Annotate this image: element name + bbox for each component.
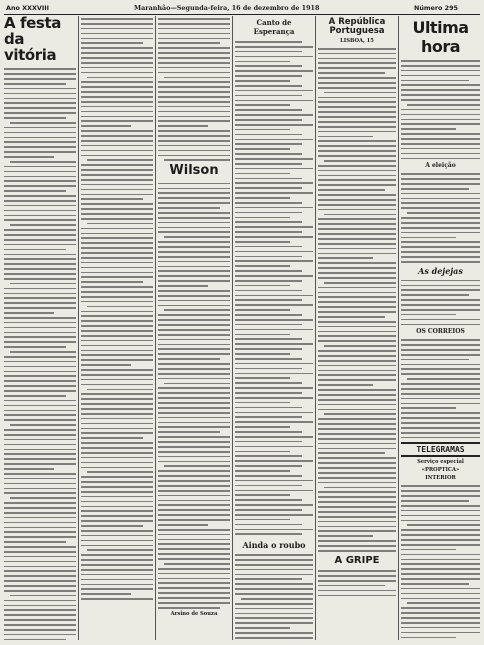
column-6 bbox=[401, 16, 480, 640]
column-5-text-bottom bbox=[318, 568, 396, 596]
column-3 bbox=[158, 16, 230, 640]
column-6-text-c bbox=[401, 278, 480, 326]
column-6-text-d bbox=[401, 337, 480, 438]
section-as-dejejas: As dejejas bbox=[418, 265, 463, 276]
column-1 bbox=[4, 16, 76, 640]
column-rule bbox=[315, 16, 316, 640]
ultima-hora-title: Ultima hora bbox=[412, 18, 469, 56]
column-1-text bbox=[4, 66, 76, 640]
issue-number: Número 295 bbox=[414, 4, 458, 12]
section-a-eleicao: A eleição bbox=[425, 162, 456, 170]
byline: Arsino de Souza bbox=[170, 610, 218, 617]
column-rule bbox=[398, 16, 399, 640]
column-5-text bbox=[318, 46, 396, 552]
headline-wilson: Wilson bbox=[169, 163, 219, 179]
dateline: LISBOA, 15 bbox=[340, 37, 374, 44]
column-rule bbox=[232, 16, 233, 640]
poem-verses bbox=[235, 39, 313, 535]
place-date: Maranhão—Segunda-feira, 16 de dezembro de 1918 bbox=[134, 4, 320, 12]
column-4-text-bottom bbox=[235, 552, 313, 640]
column-6-text-a bbox=[401, 58, 480, 159]
column-3-text-bottom bbox=[158, 181, 230, 609]
column-3-text-top bbox=[158, 16, 230, 161]
column-rule bbox=[78, 16, 79, 640]
column-2-text bbox=[81, 16, 153, 600]
masthead bbox=[4, 2, 480, 15]
section-os-correios: OS CORREIOS bbox=[416, 328, 465, 336]
headline-ainda-o-roubo: Ainda o roubo bbox=[242, 540, 306, 551]
telegramas-sub-3: INTERIOR bbox=[425, 475, 456, 482]
volume-label: Ano XXXVIII bbox=[6, 4, 49, 12]
telegramas-header: TELEGRAMAS bbox=[401, 442, 480, 457]
column-2 bbox=[81, 16, 153, 640]
column-5 bbox=[318, 16, 396, 640]
headline-festa-vitoria: A festa da vitória bbox=[4, 16, 61, 64]
column-6-text-e bbox=[401, 483, 480, 640]
newspaper-page bbox=[4, 2, 480, 642]
headline-a-gripe: A GRIPE bbox=[334, 554, 380, 566]
headline-republica-portuguesa: A República Portuguesa bbox=[328, 17, 386, 36]
telegramas-sub-2: «PROPTICA» bbox=[421, 467, 460, 474]
poem-title: Canto de Esperança bbox=[253, 18, 295, 36]
telegramas-sub-1: Serviço especial bbox=[417, 459, 464, 466]
column-6-text-b bbox=[401, 171, 480, 262]
column-rule bbox=[155, 16, 156, 640]
column-4 bbox=[235, 16, 313, 640]
